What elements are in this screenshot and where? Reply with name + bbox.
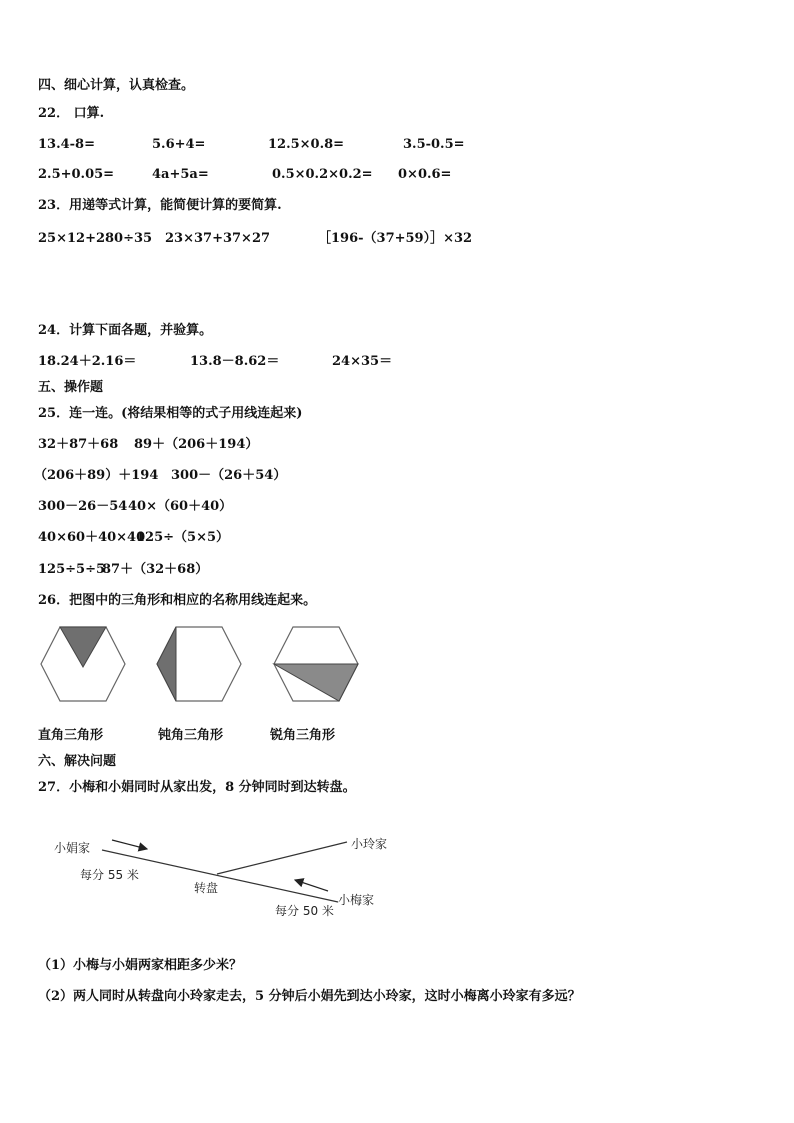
q22-r2-c2: 4a+5a= bbox=[152, 167, 209, 182]
q25-right-4: 125÷（5×5） bbox=[136, 530, 230, 545]
q25-right-5: 87＋（32＋68） bbox=[102, 562, 209, 577]
q22-r2-c1: 2.5+0.05= bbox=[38, 167, 115, 182]
arrow-juan bbox=[112, 840, 147, 849]
q25-right-2: 300－（26＋54） bbox=[171, 468, 287, 483]
q24-title: 24．计算下面各题，并验算。 bbox=[38, 323, 213, 338]
q22-r1-c2: 5.6+4= bbox=[152, 137, 206, 152]
q22-r1-c4: 3.5-0.5= bbox=[403, 137, 465, 152]
q27-sub-2: （2）两人同时从转盘向小玲家走去，5 分钟后小娟先到达小玲家，这时小梅离小玲家有多远？ bbox=[38, 989, 581, 1004]
q23-item-2: 23×37+37×27 bbox=[165, 231, 271, 246]
q27-title: 27．小梅和小娟同时从家出发，8 分钟同时到达转盘。 bbox=[38, 780, 356, 795]
q27-sub-1: （1）小梅与小娟两家相距多少米？ bbox=[38, 958, 243, 973]
q22-r2-c3: 0.5×0.2×0.2= bbox=[272, 167, 373, 182]
q22-r1-c1: 13.4-8= bbox=[38, 137, 95, 152]
arrow-mei bbox=[295, 880, 328, 891]
label-mei-home: 小梅家 bbox=[338, 893, 375, 907]
label-ling-home: 小玲家 bbox=[351, 837, 388, 851]
label-juan-home: 小娟家 bbox=[54, 841, 91, 855]
section-6-heading: 六、解决问题 bbox=[38, 754, 117, 769]
q23-title: 23．用递等式计算，能简便计算的要简算. bbox=[38, 198, 282, 213]
q26-name-2: 钝角三角形 bbox=[158, 728, 224, 743]
section-5-heading: 五、操作题 bbox=[38, 380, 104, 395]
q25-right-3: 40×（60＋40） bbox=[128, 499, 233, 514]
label-speed-mei: 每分 50 米 bbox=[275, 904, 334, 918]
q24-item-1: 18.24＋2.16＝ bbox=[38, 354, 137, 369]
q22-r1-c3: 12.5×0.8= bbox=[268, 137, 345, 152]
q25-left-4: 40×60＋40×40 bbox=[38, 530, 146, 545]
q25-title: 25．连一连。(将结果相等的式子用线连起来) bbox=[38, 406, 303, 421]
road-to-ling bbox=[217, 842, 347, 874]
q25-left-3: 300－26－54 bbox=[38, 499, 128, 514]
q25-left-2: （206＋89）＋194 bbox=[34, 468, 159, 483]
q25-left-1: 32＋87＋68 bbox=[38, 437, 119, 452]
section-4-heading: 四、细心计算，认真检查。 bbox=[38, 78, 195, 93]
q25-right-1: 89＋（206＋194） bbox=[134, 437, 259, 452]
q22-title: 22． 口算. bbox=[38, 106, 105, 121]
q22-r2-c4: 0×0.6= bbox=[398, 167, 452, 182]
q26-title: 26．把图中的三角形和相应的名称用线连起来。 bbox=[38, 593, 317, 608]
q25-left-5: 125÷5÷5 bbox=[38, 562, 106, 577]
q26-name-3: 锐角三角形 bbox=[270, 728, 336, 743]
label-roundabout: 转盘 bbox=[194, 881, 219, 895]
q23-item-1: 25×12+280÷35 bbox=[38, 231, 153, 246]
q26-name-1: 直角三角形 bbox=[38, 728, 104, 743]
q24-item-2: 13.8－8.62＝ bbox=[190, 354, 280, 369]
q24-item-3: 24×35＝ bbox=[332, 354, 393, 369]
q23-item-3: ［196-（37+59）］×32 bbox=[318, 231, 473, 246]
label-speed-juan: 每分 55 米 bbox=[80, 868, 139, 882]
